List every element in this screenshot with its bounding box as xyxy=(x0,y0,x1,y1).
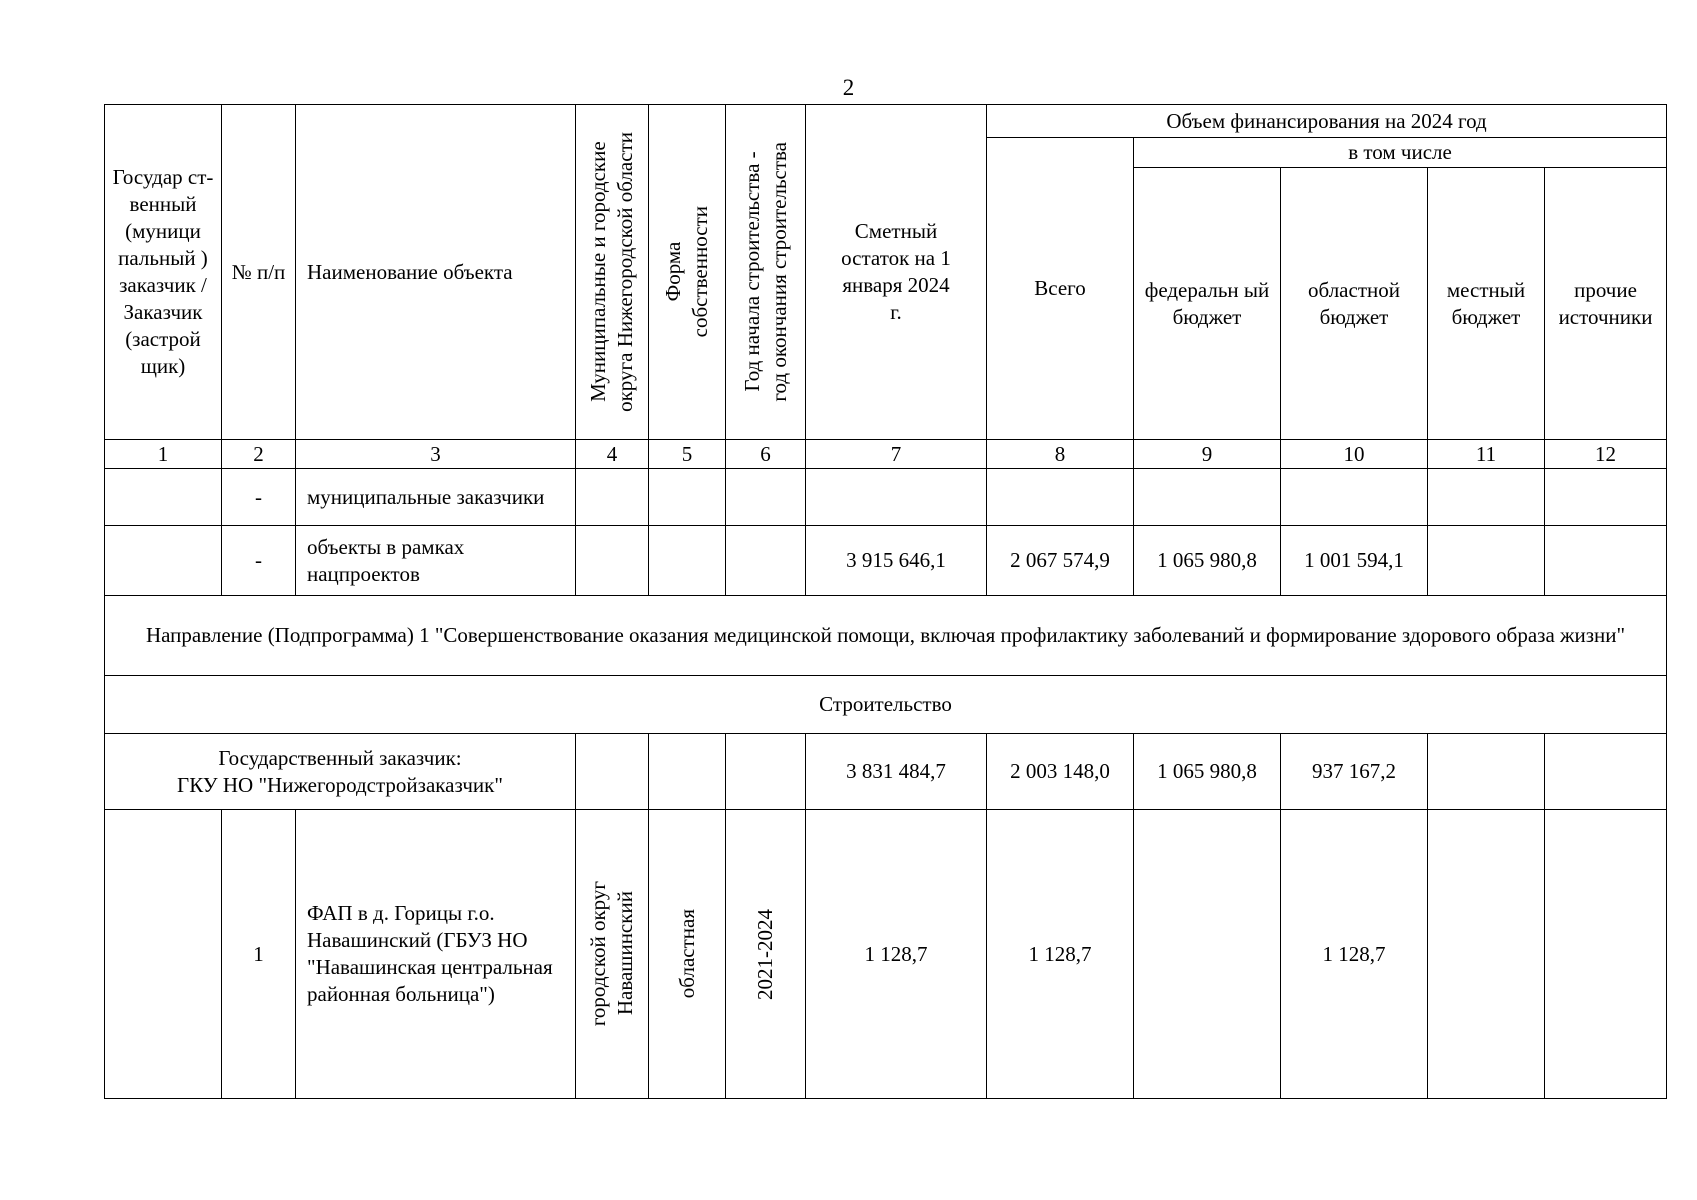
column-number: 4 xyxy=(576,440,649,469)
cell xyxy=(1428,734,1545,810)
column-number: 5 xyxy=(649,440,726,469)
municipality-cell xyxy=(576,810,649,1099)
cell xyxy=(1545,469,1667,526)
column-number: 9 xyxy=(1134,440,1281,469)
header-financing: Объем финансирования на 2024 год xyxy=(987,105,1667,138)
total-value: 2 003 148,0 xyxy=(987,734,1134,810)
page-number: 2 xyxy=(842,75,855,100)
row-number: - xyxy=(222,526,296,596)
total-value: 1 128,7 xyxy=(987,810,1134,1099)
column-number: 10 xyxy=(1281,440,1428,469)
header-other: прочие источники xyxy=(1545,168,1667,440)
estimate-value: 3 915 646,1 xyxy=(806,526,987,596)
direction-row xyxy=(105,596,1667,676)
cell xyxy=(576,469,649,526)
section-title: Строительство xyxy=(105,676,1667,734)
cell xyxy=(576,526,649,596)
cell xyxy=(1545,734,1667,810)
cell xyxy=(1134,469,1281,526)
header-municipality-line2: округа Нижегородской области xyxy=(613,132,637,412)
header-municipality-line1: Муниципальные и городские xyxy=(586,141,610,403)
header-object-name: Наименование объекта xyxy=(296,105,576,440)
cell xyxy=(649,734,726,810)
regional-value: 1 128,7 xyxy=(1281,810,1428,1099)
federal-value: 1 065 980,8 xyxy=(1134,734,1281,810)
header-federal: федеральн ый бюджет xyxy=(1134,168,1281,440)
state-customer-label: Государственный заказчик: xyxy=(218,745,462,770)
section-row xyxy=(105,676,1667,734)
header-row xyxy=(105,105,1667,138)
row-name: муниципальные заказчики xyxy=(296,469,576,526)
financing-table xyxy=(104,104,1667,1099)
header-regional: областной бюджет xyxy=(1281,168,1428,440)
column-number: 8 xyxy=(987,440,1134,469)
header-ownership-line1: Форма xyxy=(661,242,685,302)
header-years-line1: Год начала строительства - xyxy=(739,151,764,393)
row-name: ФАП в д. Горицы г.о. Навашинский (ГБУЗ НО "Навашинская центральная районная больница") xyxy=(296,810,576,1099)
header-ownership xyxy=(649,105,726,440)
cell xyxy=(1545,810,1667,1099)
direction-title: Направление (Подпрограмма) 1 "Совершенствование оказания медицинской помощи, включая профилактику заболеваний и формирование здорового образа жизни" xyxy=(105,596,1667,676)
cell xyxy=(1428,469,1545,526)
header-municipality xyxy=(576,105,649,440)
cell xyxy=(576,734,649,810)
cell xyxy=(1281,469,1428,526)
years-cell xyxy=(726,810,806,1099)
column-number: 2 xyxy=(222,440,296,469)
years-value: 2021-2024 xyxy=(753,908,777,1000)
municipality-line2: Навашинский xyxy=(613,891,637,1017)
header-ownership-line2: собственности xyxy=(688,206,712,338)
row-number: - xyxy=(222,469,296,526)
cell xyxy=(1134,810,1281,1099)
total-value: 2 067 574,9 xyxy=(987,526,1134,596)
column-number: 11 xyxy=(1428,440,1545,469)
table-row xyxy=(105,810,1667,1099)
cell xyxy=(726,734,806,810)
state-customer xyxy=(105,734,576,810)
header-years xyxy=(726,105,806,440)
cell xyxy=(806,469,987,526)
header-customer: Государ ст-венный (муници пальный ) заказчик / Заказчик (застрой щик) xyxy=(105,105,222,440)
cell xyxy=(105,810,222,1099)
estimate-value: 3 831 484,7 xyxy=(806,734,987,810)
cell xyxy=(726,526,806,596)
cell xyxy=(649,469,726,526)
column-number: 3 xyxy=(296,440,576,469)
regional-value: 1 001 594,1 xyxy=(1281,526,1428,596)
cell xyxy=(726,469,806,526)
regional-value: 937 167,2 xyxy=(1281,734,1428,810)
header-local: местный бюджет xyxy=(1428,168,1545,440)
column-number: 12 xyxy=(1545,440,1667,469)
ownership-value: областная xyxy=(674,909,699,999)
row-name: объекты в рамках нацпроектов xyxy=(296,526,576,596)
federal-value: 1 065 980,8 xyxy=(1134,526,1281,596)
header-years-line2: год окончания строительства xyxy=(766,142,791,402)
cell xyxy=(987,469,1134,526)
cell xyxy=(1545,526,1667,596)
municipality-line1: городской округ xyxy=(586,881,610,1027)
column-number: 1 xyxy=(105,440,222,469)
column-numbers-row xyxy=(105,440,1667,469)
cell xyxy=(105,526,222,596)
table-row xyxy=(105,734,1667,810)
table-row xyxy=(105,469,1667,526)
state-customer-name: ГКУ НО "Нижегородстройзаказчик" xyxy=(177,772,503,797)
table-row xyxy=(105,526,1667,596)
header-including: в том числе xyxy=(1134,138,1667,168)
column-number: 7 xyxy=(806,440,987,469)
estimate-value: 1 128,7 xyxy=(806,810,987,1099)
header-total: Всего xyxy=(987,138,1134,440)
row-number: 1 xyxy=(222,810,296,1099)
cell xyxy=(649,526,726,596)
header-estimate: Сметный остаток на 1 января 2024 г. xyxy=(806,105,987,440)
ownership-cell xyxy=(649,810,726,1099)
cell xyxy=(1428,810,1545,1099)
cell xyxy=(105,469,222,526)
header-number: № п/п xyxy=(222,105,296,440)
column-number: 6 xyxy=(726,440,806,469)
cell xyxy=(1428,526,1545,596)
